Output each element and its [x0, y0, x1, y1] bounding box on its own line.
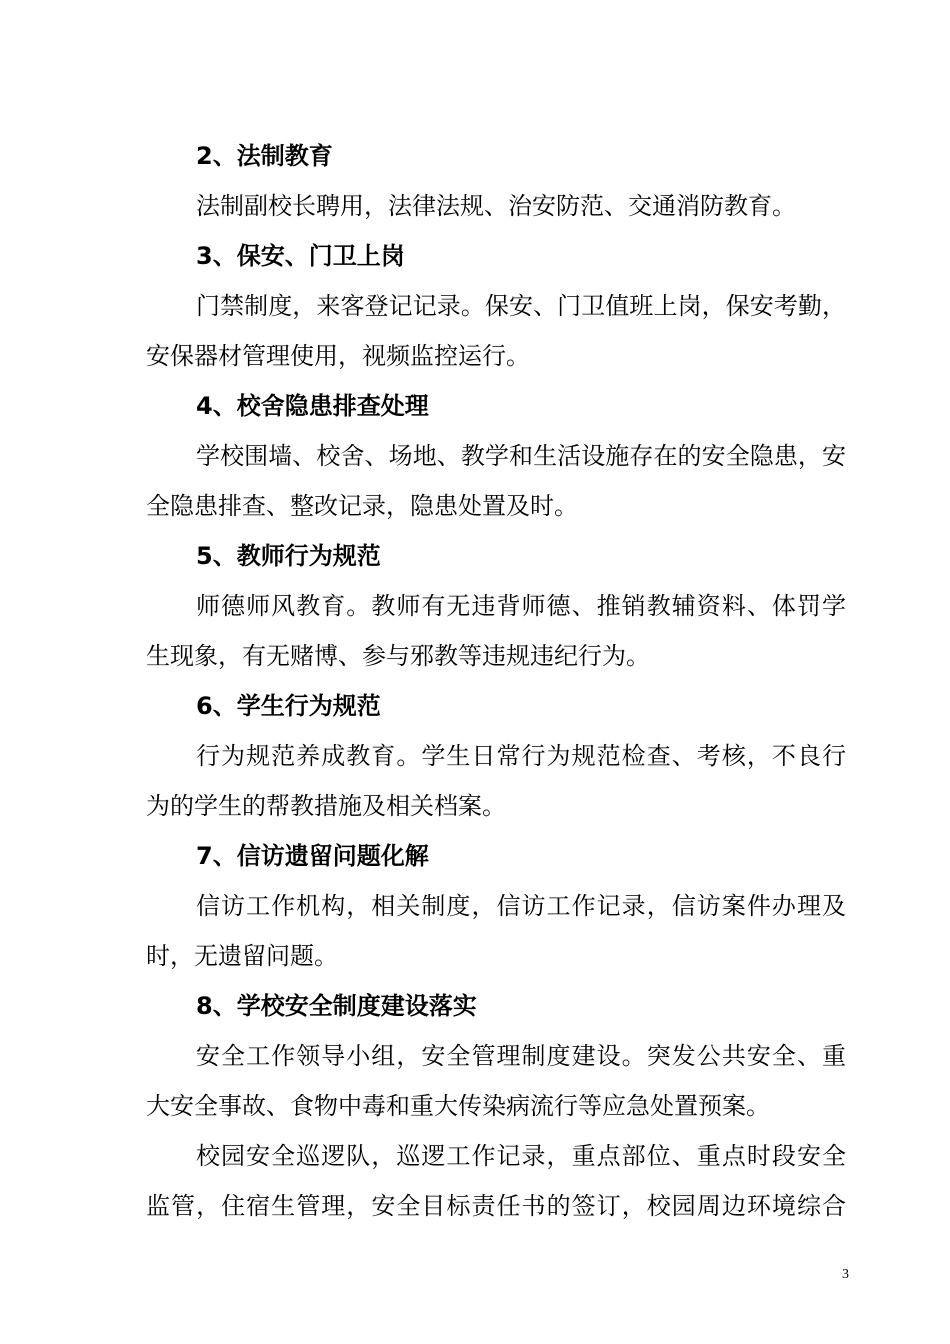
- paragraph-line: 学校围墙、校舍、场地、教学和生活设施存在的安全隐患，安: [196, 442, 846, 470]
- paragraph-line: 行为规范养成教育。学生日常行为规范检查、考核，不良行: [196, 742, 846, 770]
- paragraph-line: 安全工作领导小组，安全管理制度建设。突发公共安全、重: [196, 1042, 846, 1070]
- paragraph-line: 法制副校长聘用，法律法规、治安防范、交通消防教育。: [196, 192, 796, 220]
- section-heading: 8、学校安全制度建设落实: [196, 992, 477, 1020]
- section-heading: 4、校舍隐患排查处理: [196, 392, 429, 420]
- section-heading: 5、教师行为规范: [196, 542, 381, 570]
- paragraph-line: 全隐患排查、整改记录，隐患处置及时。: [146, 492, 578, 520]
- paragraph-line: 安保器材管理使用，视频监控运行。: [146, 342, 530, 370]
- paragraph-line: 大安全事故、食物中毒和重大传染病流行等应急处置预案。: [146, 1092, 770, 1120]
- section-heading: 3、保安、门卫上岗: [196, 242, 405, 270]
- paragraph-line: 师德师风教育。教师有无违背师德、推销教辅资料、体罚学: [196, 592, 846, 620]
- paragraph-line: 时，无遗留问题。: [146, 942, 338, 970]
- page-number: 3: [842, 1267, 849, 1282]
- paragraph-line: 监管，住宿生管理，安全目标责任书的签订，校园周边环境综合: [146, 1192, 846, 1220]
- paragraph-line: 为的学生的帮教措施及相关档案。: [146, 792, 506, 820]
- section-heading: 7、信访遗留问题化解: [196, 842, 429, 870]
- paragraph-line: 门禁制度，来客登记记录。保安、门卫值班上岗，保安考勤，: [196, 292, 846, 320]
- paragraph-line: 校园安全巡逻队，巡逻工作记录，重点部位、重点时段安全: [196, 1142, 846, 1170]
- paragraph-line: 生现象，有无赌博、参与邪教等违规违纪行为。: [146, 642, 650, 670]
- section-heading: 2、法制教育: [196, 142, 333, 170]
- paragraph-line: 信访工作机构，相关制度，信访工作记录，信访案件办理及: [196, 892, 846, 920]
- section-heading: 6、学生行为规范: [196, 692, 381, 720]
